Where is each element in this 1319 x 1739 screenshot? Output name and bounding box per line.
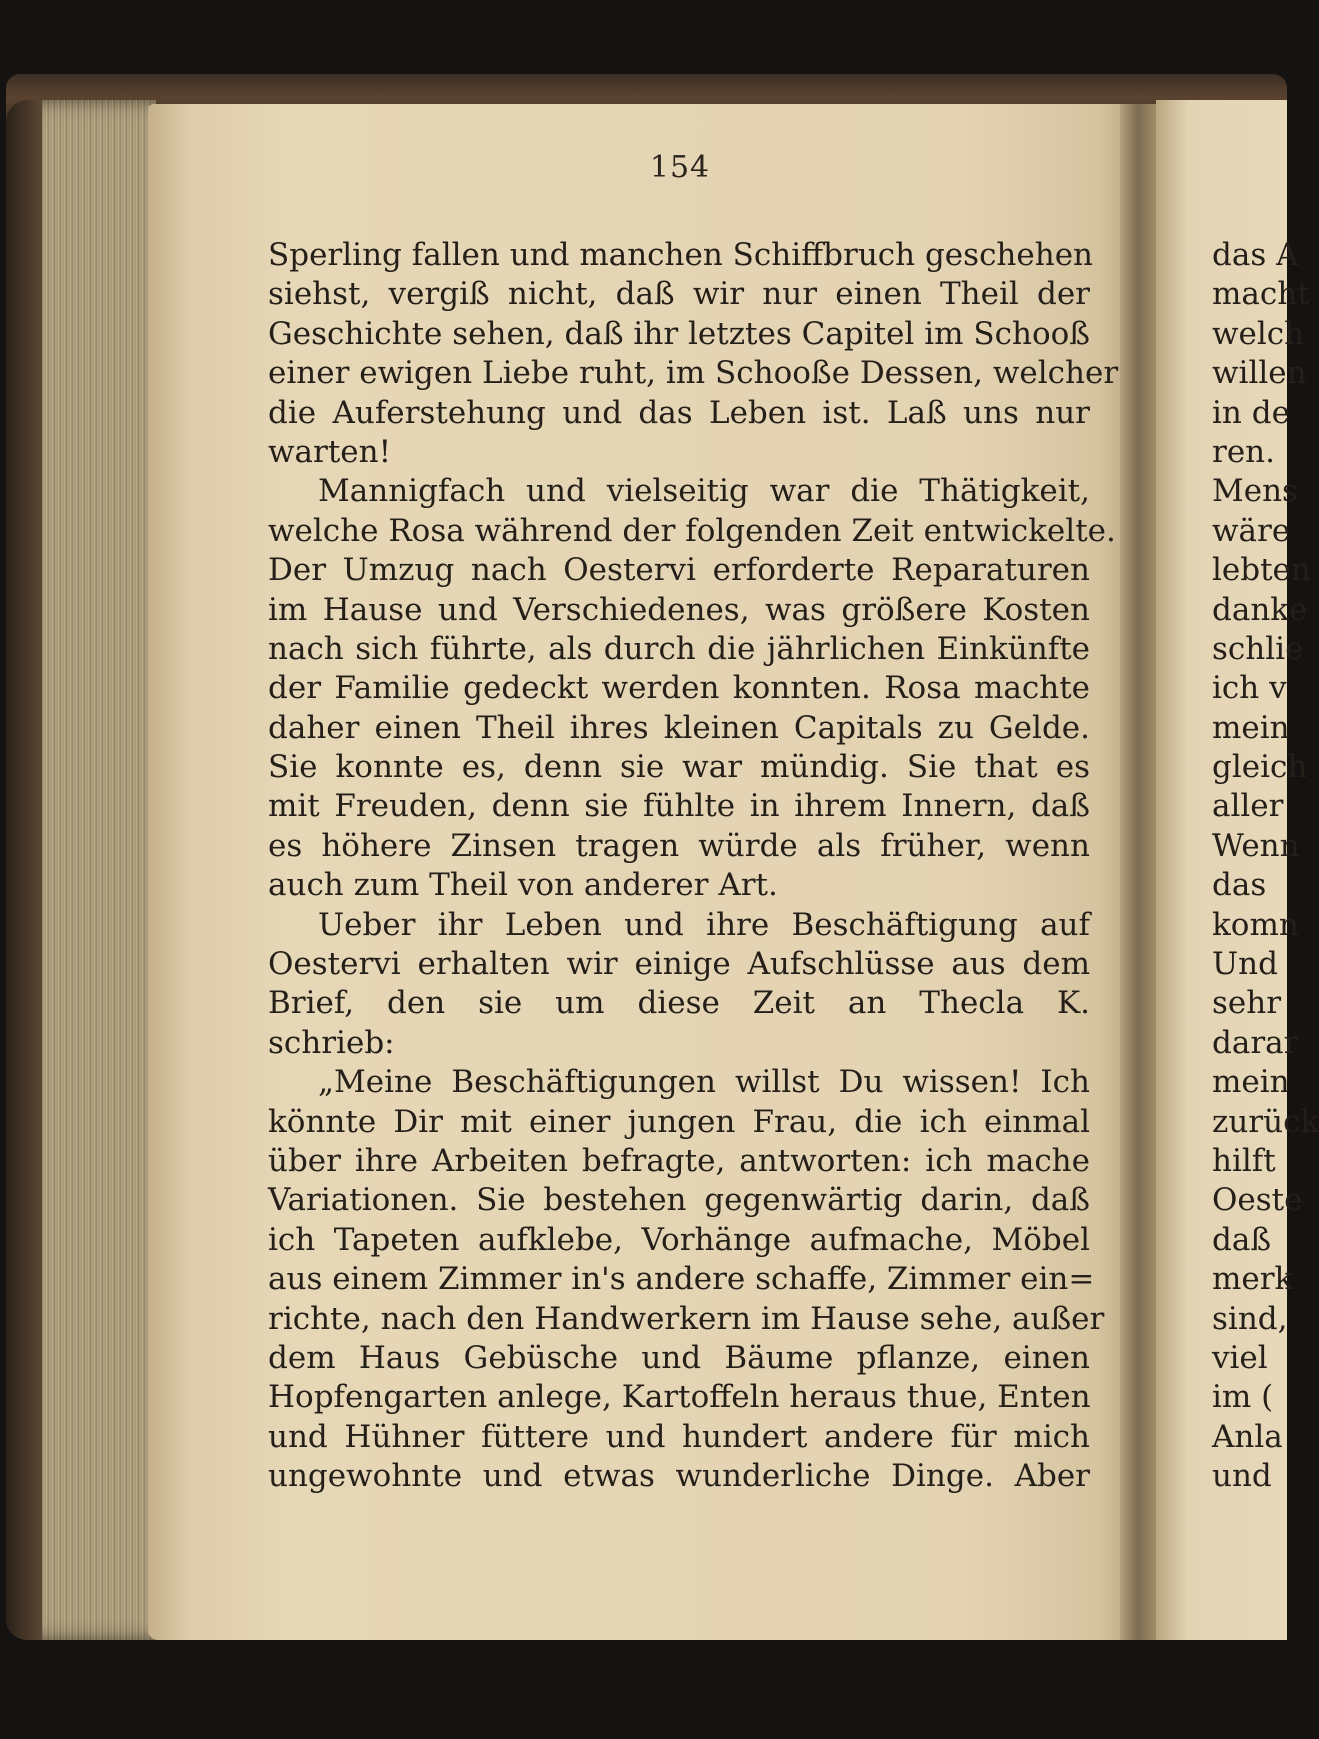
text-line: es höhere Zinsen tragen würde als früher, wenn (268, 827, 1090, 864)
text-line: aus einem Zimmer in's andere schaffe, Zimmer ein= (268, 1261, 1095, 1298)
text-line-fragment: willen (1212, 355, 1307, 392)
text-line: könnte Dir mit einer jungen Frau, die ich einmal (268, 1103, 1090, 1140)
text-line-fragment: zurück (1212, 1103, 1319, 1140)
text-line-fragment: das (1212, 867, 1267, 904)
text-line-fragment: macht (1212, 276, 1310, 313)
left-page-text (268, 236, 1119, 1497)
text-line: im Hause und Verschiedenes, was größere Kosten (268, 591, 1090, 628)
book-gutter (1120, 104, 1160, 1640)
text-line-fragment: Mens (1212, 473, 1298, 510)
text-line-fragment: ren. (1212, 433, 1275, 470)
text-line: dem Haus Gebüsche und Bäume pflanze, einen (268, 1339, 1090, 1376)
text-line-fragment: und (1212, 1458, 1272, 1495)
text-line-fragment: welch (1212, 315, 1305, 352)
text-line-fragment: Und (1212, 946, 1278, 983)
text-line: Sperling fallen und manchen Schiffbruch geschehen (268, 237, 1094, 273)
text-line: ich Tapeten aufklebe, Vorhänge aufmache, Möbel (268, 1221, 1090, 1258)
text-line-fragment: darar (1212, 1024, 1299, 1061)
text-line: einer ewigen Liebe ruht, im Schooße Dessen, welcher (268, 355, 1119, 392)
text-line: und Hühner füttere und hundert andere für mich (268, 1418, 1090, 1455)
text-line-fragment: in de (1212, 394, 1290, 431)
text-line: Ueber ihr Leben und ihre Beschäftigung auf (318, 906, 1090, 943)
text-line: schrieb: (268, 1024, 395, 1061)
text-line-fragment: merk (1212, 1261, 1294, 1298)
text-line-fragment: sind, (1212, 1300, 1288, 1337)
text-line-fragment: hilft (1212, 1142, 1276, 1179)
text-line-fragment: wäre (1212, 512, 1291, 549)
text-line: Hopfengarten anlege, Kartoffeln heraus thue, Enten (268, 1379, 1091, 1416)
text-line-fragment: lebten (1212, 552, 1311, 589)
text-line: siehst, vergiß nicht, daß wir nur einen Theil der (268, 276, 1090, 313)
text-line-fragment: aller (1212, 788, 1284, 825)
text-line-fragment: mein (1212, 1064, 1290, 1101)
text-line: nach sich führte, als durch die jährlichen Einkünfte (268, 630, 1090, 667)
text-line-fragment: viel (1212, 1339, 1268, 1376)
text-line-fragment: sehr (1212, 985, 1282, 1022)
text-line: Brief, den sie um diese Zeit an Thecla K. (268, 985, 1090, 1022)
text-line: mit Freuden, denn sie fühlte in ihrem Innern, daß (268, 788, 1090, 825)
text-line: Geschichte sehen, daß ihr letztes Capitel im Schooß (268, 315, 1090, 352)
book-fore-edge (6, 100, 156, 1640)
text-line: Oestervi erhalten wir einige Aufschlüsse aus dem (268, 946, 1090, 983)
text-line-fragment: mein (1212, 709, 1290, 746)
text-line-fragment: Oeste (1212, 1182, 1303, 1219)
text-line: über ihre Arbeiten befragte, antworten: ich mache (268, 1142, 1090, 1179)
text-line-fragment: daß (1212, 1221, 1272, 1258)
text-line: daher einen Theil ihres kleinen Capitals zu Gelde. (268, 709, 1090, 746)
text-line: Der Umzug nach Oestervi erforderte Reparaturen (268, 552, 1090, 589)
text-line-fragment: Wenn (1212, 827, 1300, 864)
text-line-fragment: ich v (1212, 670, 1287, 707)
right-page-text (1212, 236, 1319, 1497)
text-line-fragment: im ( (1212, 1379, 1274, 1416)
text-line-fragment: Anla (1212, 1418, 1283, 1455)
text-line: Variationen. Sie bestehen gegenwärtig darin, daß (268, 1182, 1090, 1219)
text-line-fragment: gleich (1212, 749, 1308, 786)
text-line: „Meine Beschäftigungen willst Du wissen! Ich (318, 1064, 1090, 1101)
text-line-fragment: das A (1212, 237, 1299, 273)
text-line: warten! (268, 433, 392, 470)
text-line-fragment: komn (1212, 906, 1299, 943)
text-line: ungewohnte und etwas wunderliche Dinge. Aber (268, 1458, 1090, 1495)
page-number: 154 (649, 150, 711, 185)
text-line: richte, nach den Handwerkern im Hause sehe, außer (268, 1300, 1105, 1337)
text-line: auch zum Theil von anderer Art. (268, 867, 778, 904)
text-line: Sie konnte es, denn sie war mündig. Sie that es (268, 749, 1090, 786)
text-line: der Familie gedeckt werden konnten. Rosa machte (268, 670, 1090, 707)
text-line: welche Rosa während der folgenden Zeit entwickelte. (268, 512, 1116, 549)
text-line: Mannigfach und vielseitig war die Thätigkeit, (318, 473, 1090, 510)
text-line-fragment: danke (1212, 591, 1308, 628)
text-line-fragment: schlie (1212, 630, 1304, 667)
text-line: die Auferstehung und das Leben ist. Laß uns nur (268, 394, 1090, 431)
